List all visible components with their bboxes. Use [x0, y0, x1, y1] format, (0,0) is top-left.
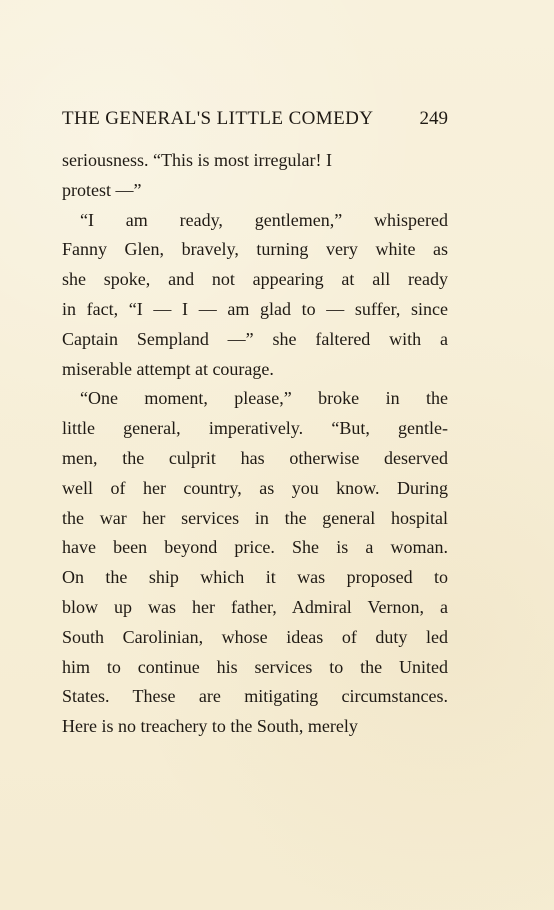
text-line: the war her services in the general hospital — [62, 507, 448, 528]
text-line: Fanny Glen, bravely, turning very white as — [62, 239, 448, 260]
text-line: Captain Sempland —” she faltered with a — [62, 328, 448, 349]
text-line: in fact, “I — I — am glad to — suffer, since — [62, 298, 448, 319]
text-line: blow up was her father, Admiral Vernon, a — [62, 596, 448, 617]
page-number: 249 — [419, 108, 448, 129]
text-line: well of her country, as you know. During — [62, 477, 448, 498]
running-head: THE GENERAL'S LITTLE COMEDY — [62, 108, 374, 129]
text-line: protest —” — [62, 179, 142, 200]
text-line: “I am ready, gentlemen,” whispered — [80, 209, 448, 230]
text-line: On the ship which it was proposed to — [62, 567, 448, 588]
text-line: she spoke, and not appearing at all ready — [62, 269, 448, 290]
page-header — [62, 104, 448, 134]
text-line: little general, imperatively. “But, gentle- — [62, 418, 448, 439]
text-line: seriousness. “This is most irregular! I — [62, 150, 332, 170]
text-line: miserable attempt at courage. — [62, 358, 274, 379]
text-line: South Carolinian, whose ideas of duty led — [62, 626, 448, 647]
body-text — [62, 146, 448, 742]
text-line: have been beyond price. She is a woman. — [62, 537, 448, 558]
text-line: “One moment, please,” broke in the — [80, 388, 448, 409]
text-line: Here is no treachery to the South, merely — [62, 716, 358, 737]
text-line: States. These are mitigating circumstances. — [62, 686, 448, 707]
text-line: him to continue his services to the United — [62, 656, 448, 677]
text-line: men, the culprit has otherwise deserved — [62, 447, 448, 468]
